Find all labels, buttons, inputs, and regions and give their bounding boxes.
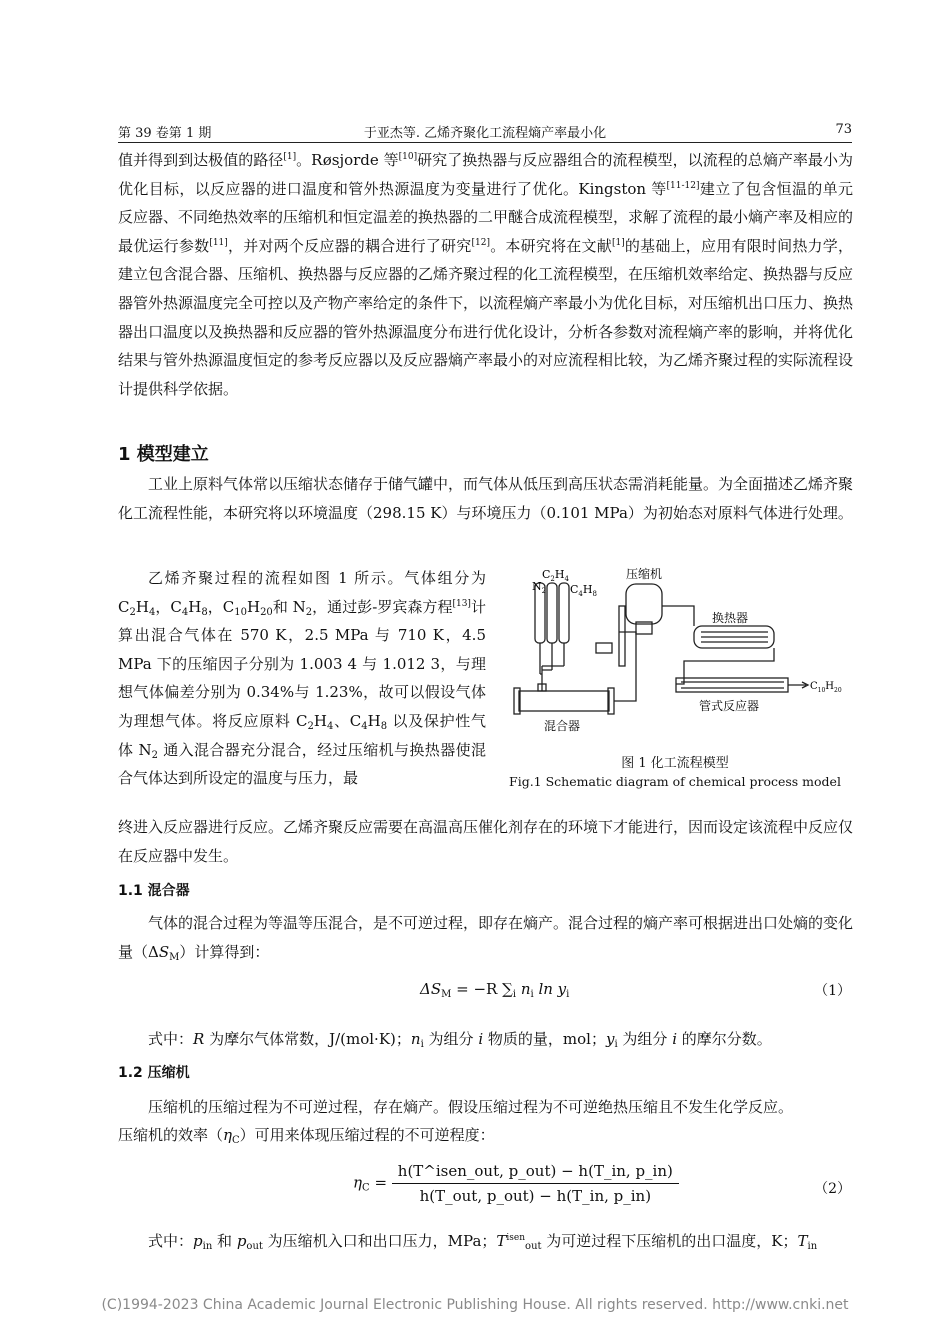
c4h8-cylinder [559, 583, 569, 643]
efficiency-fraction: $\frac{\text{h(T\textasciicircum{}isen\_out, p\_out) − h(T\_in, p\_in)}}{\text{h(T\_out, p\_out) − h(T\_in, p\_in)}}$ [392, 1162, 679, 1205]
equation-2: $\eta_C$ = $\frac{\text{h(T\textasciicircum{}isen\_out, p\_out) − h(T\_in, p\_in)}}{\text{h(T\_out, p\_out) − h(T\_in, p\_in)}}$ （2） [353, 1162, 851, 1205]
article-title-header: 于亚杰等. 乙烯齐聚化工流程熵产率最小化 [363, 126, 607, 141]
equation-1-definitions: 式中：R 为摩尔气体常数，J/(mol·K)；$n_i$ 为组分 i 物质的量，mol；$y_i$ 为组分 i 的摩尔分数。 [148, 1030, 772, 1050]
label-exchanger: 换热器 [712, 611, 749, 625]
intro-paragraph: 值并得到到达极值的路径[1]。Røsjorde 等[10]研究了换热器与反应器组合的流程模型，以流程的总熵产率最小为优化目标，以反应器的进口温度和管外热源温度为变量进行了优化。Kingston 等[11-12]建立了包含恒温的单元反应器、不同绝热效率的压缩机和恒定温差的换热器的二甲醚合成流程模型，求解了流程的最小熵产率及相应的最优运行参数[11]，并对两个反应器的耦合进行了研究[12]。本研究将在文献[1]的基础上，应用有限时间热力学，建立包含混合器、压缩机、换热器与反应器的乙烯齐聚过程的化工流程模型，在压缩机效率给定、换热器与反应器管外热源温度完全可控以及产物产率给定的条件下，以流程熵产率最小为优化目标，对压缩机出口压力、换热器出口温度以及换热器和反应器的管外热源温度分布进行优化设计，分析各参数对流程熵产率的影响，并将优化结果与管外热源温度恒定的参考反应器以及反应器熵产率最小的对应流程相比较，为乙烯齐聚过程的实际流程设计提供科学依据。 [118, 151, 854, 398]
c2h4-cylinder [547, 583, 557, 643]
label-product: $C_{10}H_{20}$ [810, 681, 842, 694]
figure-1 [506, 566, 844, 789]
tube-reactor-body [676, 678, 788, 692]
figure-caption-cn: 图 1 化工流程模型 [621, 756, 729, 771]
process-description-paragraph: 乙烯齐聚过程的流程如图 1 所示。气体组分为 $C_2H_4$，$C_4H_8$，$C_{10}H_{20}$和 $N_2$，通过彭-罗宾森方程[13]计算出混合气体在 570 K，2.5 MPa 与 710 K，4.5 MPa 下的压缩因子分别为 1.003 4 与 1.012 3，与理想气体偏差分别为 0.34%与 1.23%，故可以假设气体为理想气体。将反应原料 $C_2H_4$、$C_4H_8$ 以及保护性气体 $N_2$ 通入混合器充分混合，经过压缩机与换热器使混合气体达到所设定的温度与压力，最 [118, 569, 486, 788]
running-header [118, 120, 852, 143]
mixer-paragraph: 气体的混合过程为等温等压混合，是不可逆过程，即存在熵产。混合过程的熵产率可根据进出口处熵的变化量$(\Delta S_M)$计算得到： [118, 914, 854, 963]
section-1-heading: 1 模型建立 [118, 444, 209, 465]
label-mixer: 混合器 [544, 719, 581, 733]
journal-volume: 第 39 卷第 1 期 [118, 126, 212, 141]
label-c2h4: $C_2H_4$ [542, 568, 569, 583]
compressor-paragraph: 压缩机的压缩过程为不可逆过程，存在熵产。假设压缩过程为不可逆绝热压缩且不发生化学反应。 [148, 1098, 794, 1116]
section-1-1-heading: 1.1 混合器 [118, 883, 190, 899]
process-schematic [506, 566, 844, 746]
mixer-body [519, 691, 609, 711]
equation-2-definitions: 式中：$p_{in}$ 和 $p_{out}$ 为压缩机入口和出口压力，MPa；$T^{isen}_{out}$ 为可逆过程下压缩机的出口温度，K；$T_{in}$ [148, 1232, 818, 1252]
section-1-2-heading: 1.2 压缩机 [118, 1065, 190, 1081]
section-1-paragraph: 工业上原料气体常以压缩状态储存于储气罐中，而气体从低压到高压状态需消耗能量。为全面描述乙烯齐聚化工流程性能，本研究将以环境温度（298.15 K）与环境压力（0.101 MPa）为初始态对原料气体进行处理。 [118, 475, 854, 522]
compressor-body [626, 584, 662, 624]
label-compressor: 压缩机 [626, 567, 663, 581]
label-n2: $N_2$ [532, 580, 547, 595]
page-number: 73 [835, 122, 852, 137]
equation-number-1: （1） [814, 983, 851, 999]
figure-caption-en: Fig.1 Schematic diagram of chemical process model [509, 774, 841, 789]
process-paragraph-continued: 终进入反应器进行反应。乙烯齐聚反应需要在高温高压催化剂存在的环境下才能进行，因而设定该流程中反应仅在反应器中发生。 [118, 818, 854, 865]
copyright-footer: (C)1994-2023 China Academic Journal Electronic Publishing House. All rights reserved. http://www.cnki.net [101, 1297, 849, 1313]
compressor-efficiency-text: 压缩机的效率$(\eta_C)$可用来体现压缩过程的不可逆程度： [118, 1126, 495, 1146]
equation-number-2: （2） [814, 1181, 851, 1197]
label-reactor: 管式反应器 [699, 699, 760, 713]
label-c4h8: $C_4H_8$ [570, 583, 597, 598]
